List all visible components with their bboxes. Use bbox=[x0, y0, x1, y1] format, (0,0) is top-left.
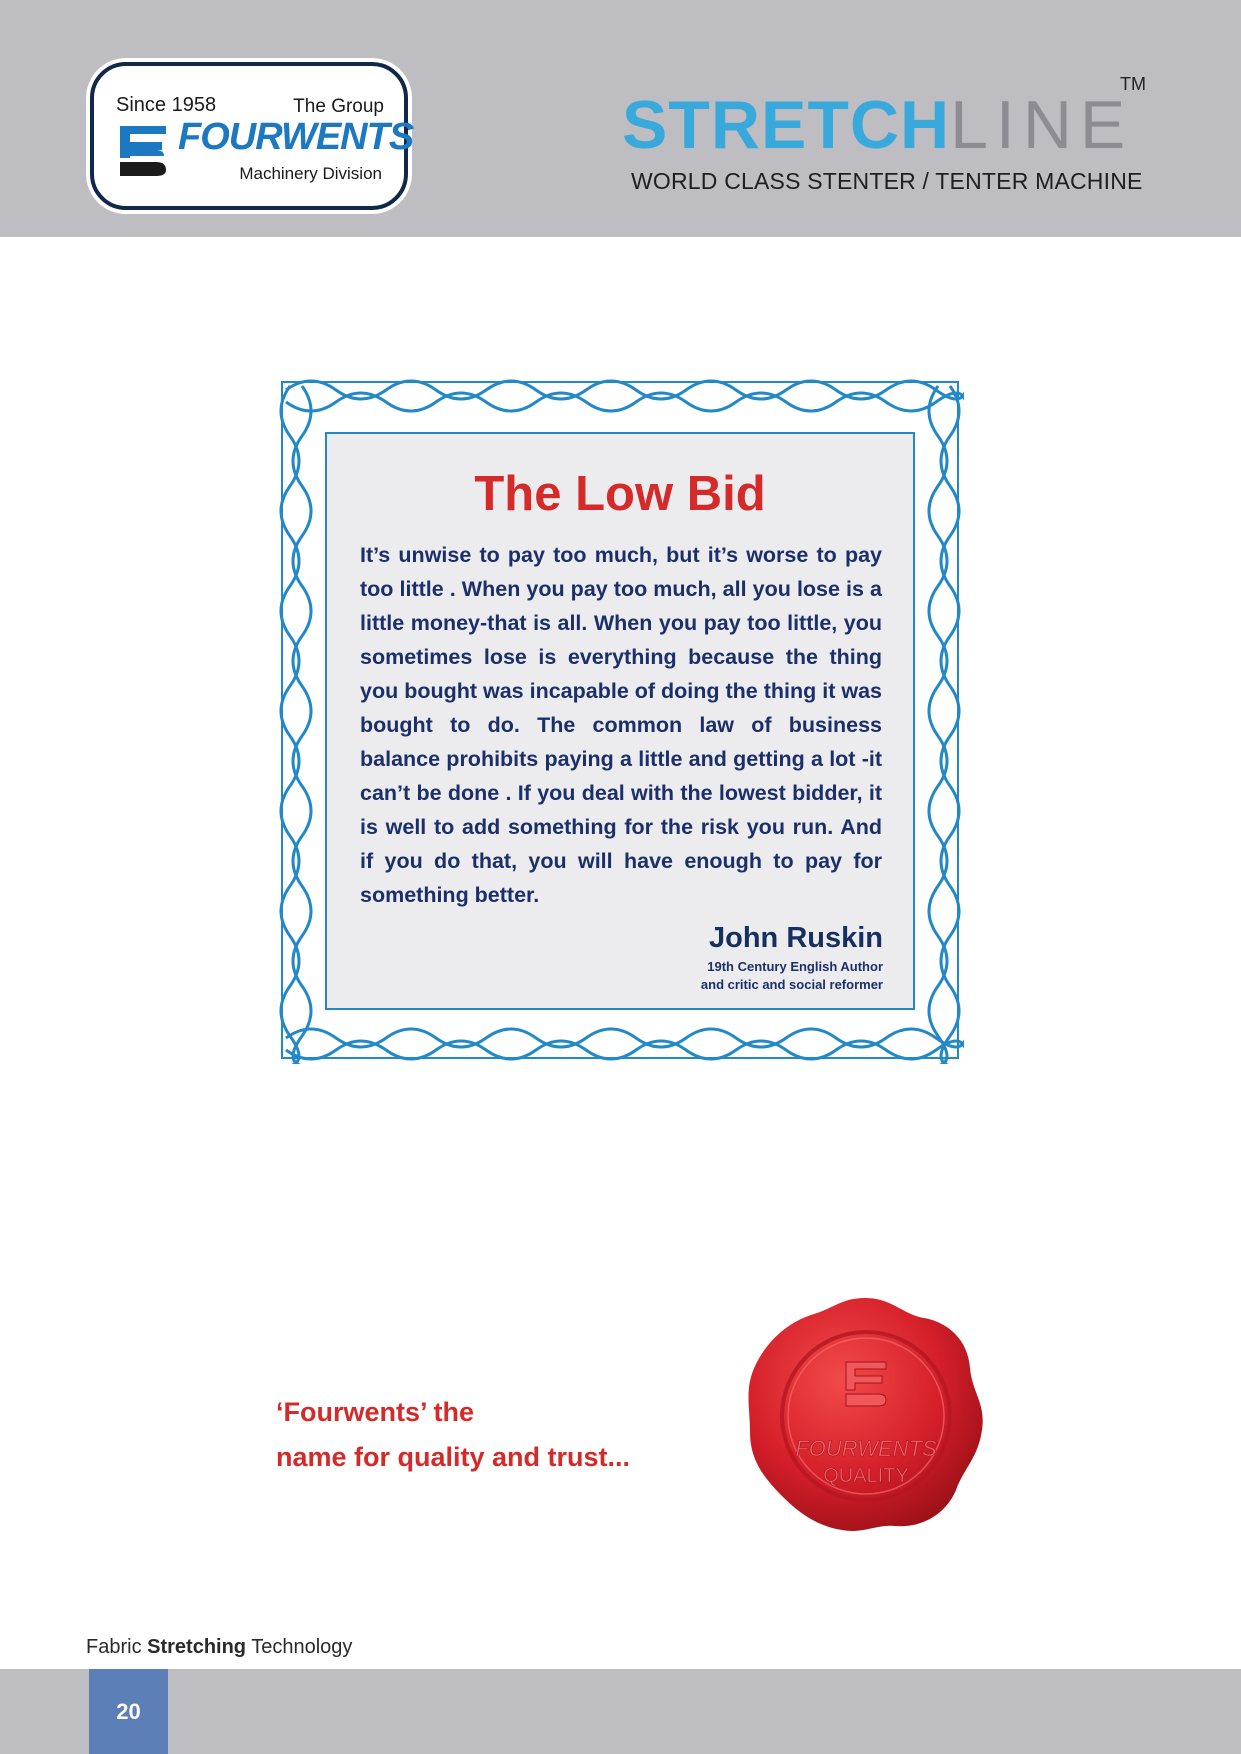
stretchline-brand bbox=[622, 87, 1134, 163]
slogan-line2: name for quality and trust... bbox=[276, 1442, 631, 1472]
fourwents-logo bbox=[90, 62, 414, 210]
quote-title: The Low Bid bbox=[474, 467, 766, 521]
quote-author: John Ruskin bbox=[708, 922, 883, 954]
page-number-tab bbox=[89, 1669, 168, 1754]
footer-band bbox=[0, 1669, 1241, 1754]
footer-text-pre: Fabric bbox=[86, 1636, 148, 1658]
seal-line2: QUALITY bbox=[823, 1465, 909, 1487]
quote-body: It’s unwise to pay too much, but it’s worse to pay too little . When you pay too much, all you lose is a little money-that is all. When you pay too little, you sometimes lose is everything because the thing you bought was incapable of doing the thing it was bought to do. The common law of business balance prohibits paying a little and getting a lot -it can’t be done . If you deal with the lowest bidder, it is well to add something for the risk you run. And if you do that, you will have enough to pay for something better. bbox=[360, 543, 882, 907]
seal-line1: FOURWENTS bbox=[795, 1436, 937, 1461]
header-band bbox=[0, 0, 1241, 237]
footer-text-post: Technology bbox=[246, 1636, 353, 1658]
quality-seal-icon bbox=[742, 1292, 988, 1538]
quote-panel bbox=[325, 432, 915, 1010]
slogan-line1: ‘Fourwents’ the bbox=[276, 1397, 475, 1427]
author-desc-line2: and critic and social reformer bbox=[700, 977, 883, 992]
quality-slogan bbox=[276, 1390, 630, 1480]
quote-author-description bbox=[701, 958, 883, 994]
author-desc-line1: 19th Century English Author bbox=[707, 959, 883, 974]
brand-tagline: WORLD CLASS STENTER / TENTER MACHINE bbox=[631, 168, 1143, 194]
brand-line: LINE bbox=[950, 87, 1134, 163]
logo-group-text: The Group bbox=[293, 96, 384, 117]
trademark-symbol: TM bbox=[1120, 74, 1146, 94]
fourwents-mark-icon bbox=[116, 122, 168, 178]
footer-caption bbox=[86, 1636, 352, 1659]
logo-division-text: Machinery Division bbox=[239, 164, 382, 183]
footer-text-bold: Stretching bbox=[147, 1636, 247, 1658]
brand-stretch: STRETCH bbox=[622, 87, 951, 163]
logo-wordmark: FOURWENTS bbox=[178, 116, 414, 158]
page-number: 20 bbox=[116, 1699, 141, 1724]
logo-since-text: Since 1958 bbox=[116, 94, 217, 116]
